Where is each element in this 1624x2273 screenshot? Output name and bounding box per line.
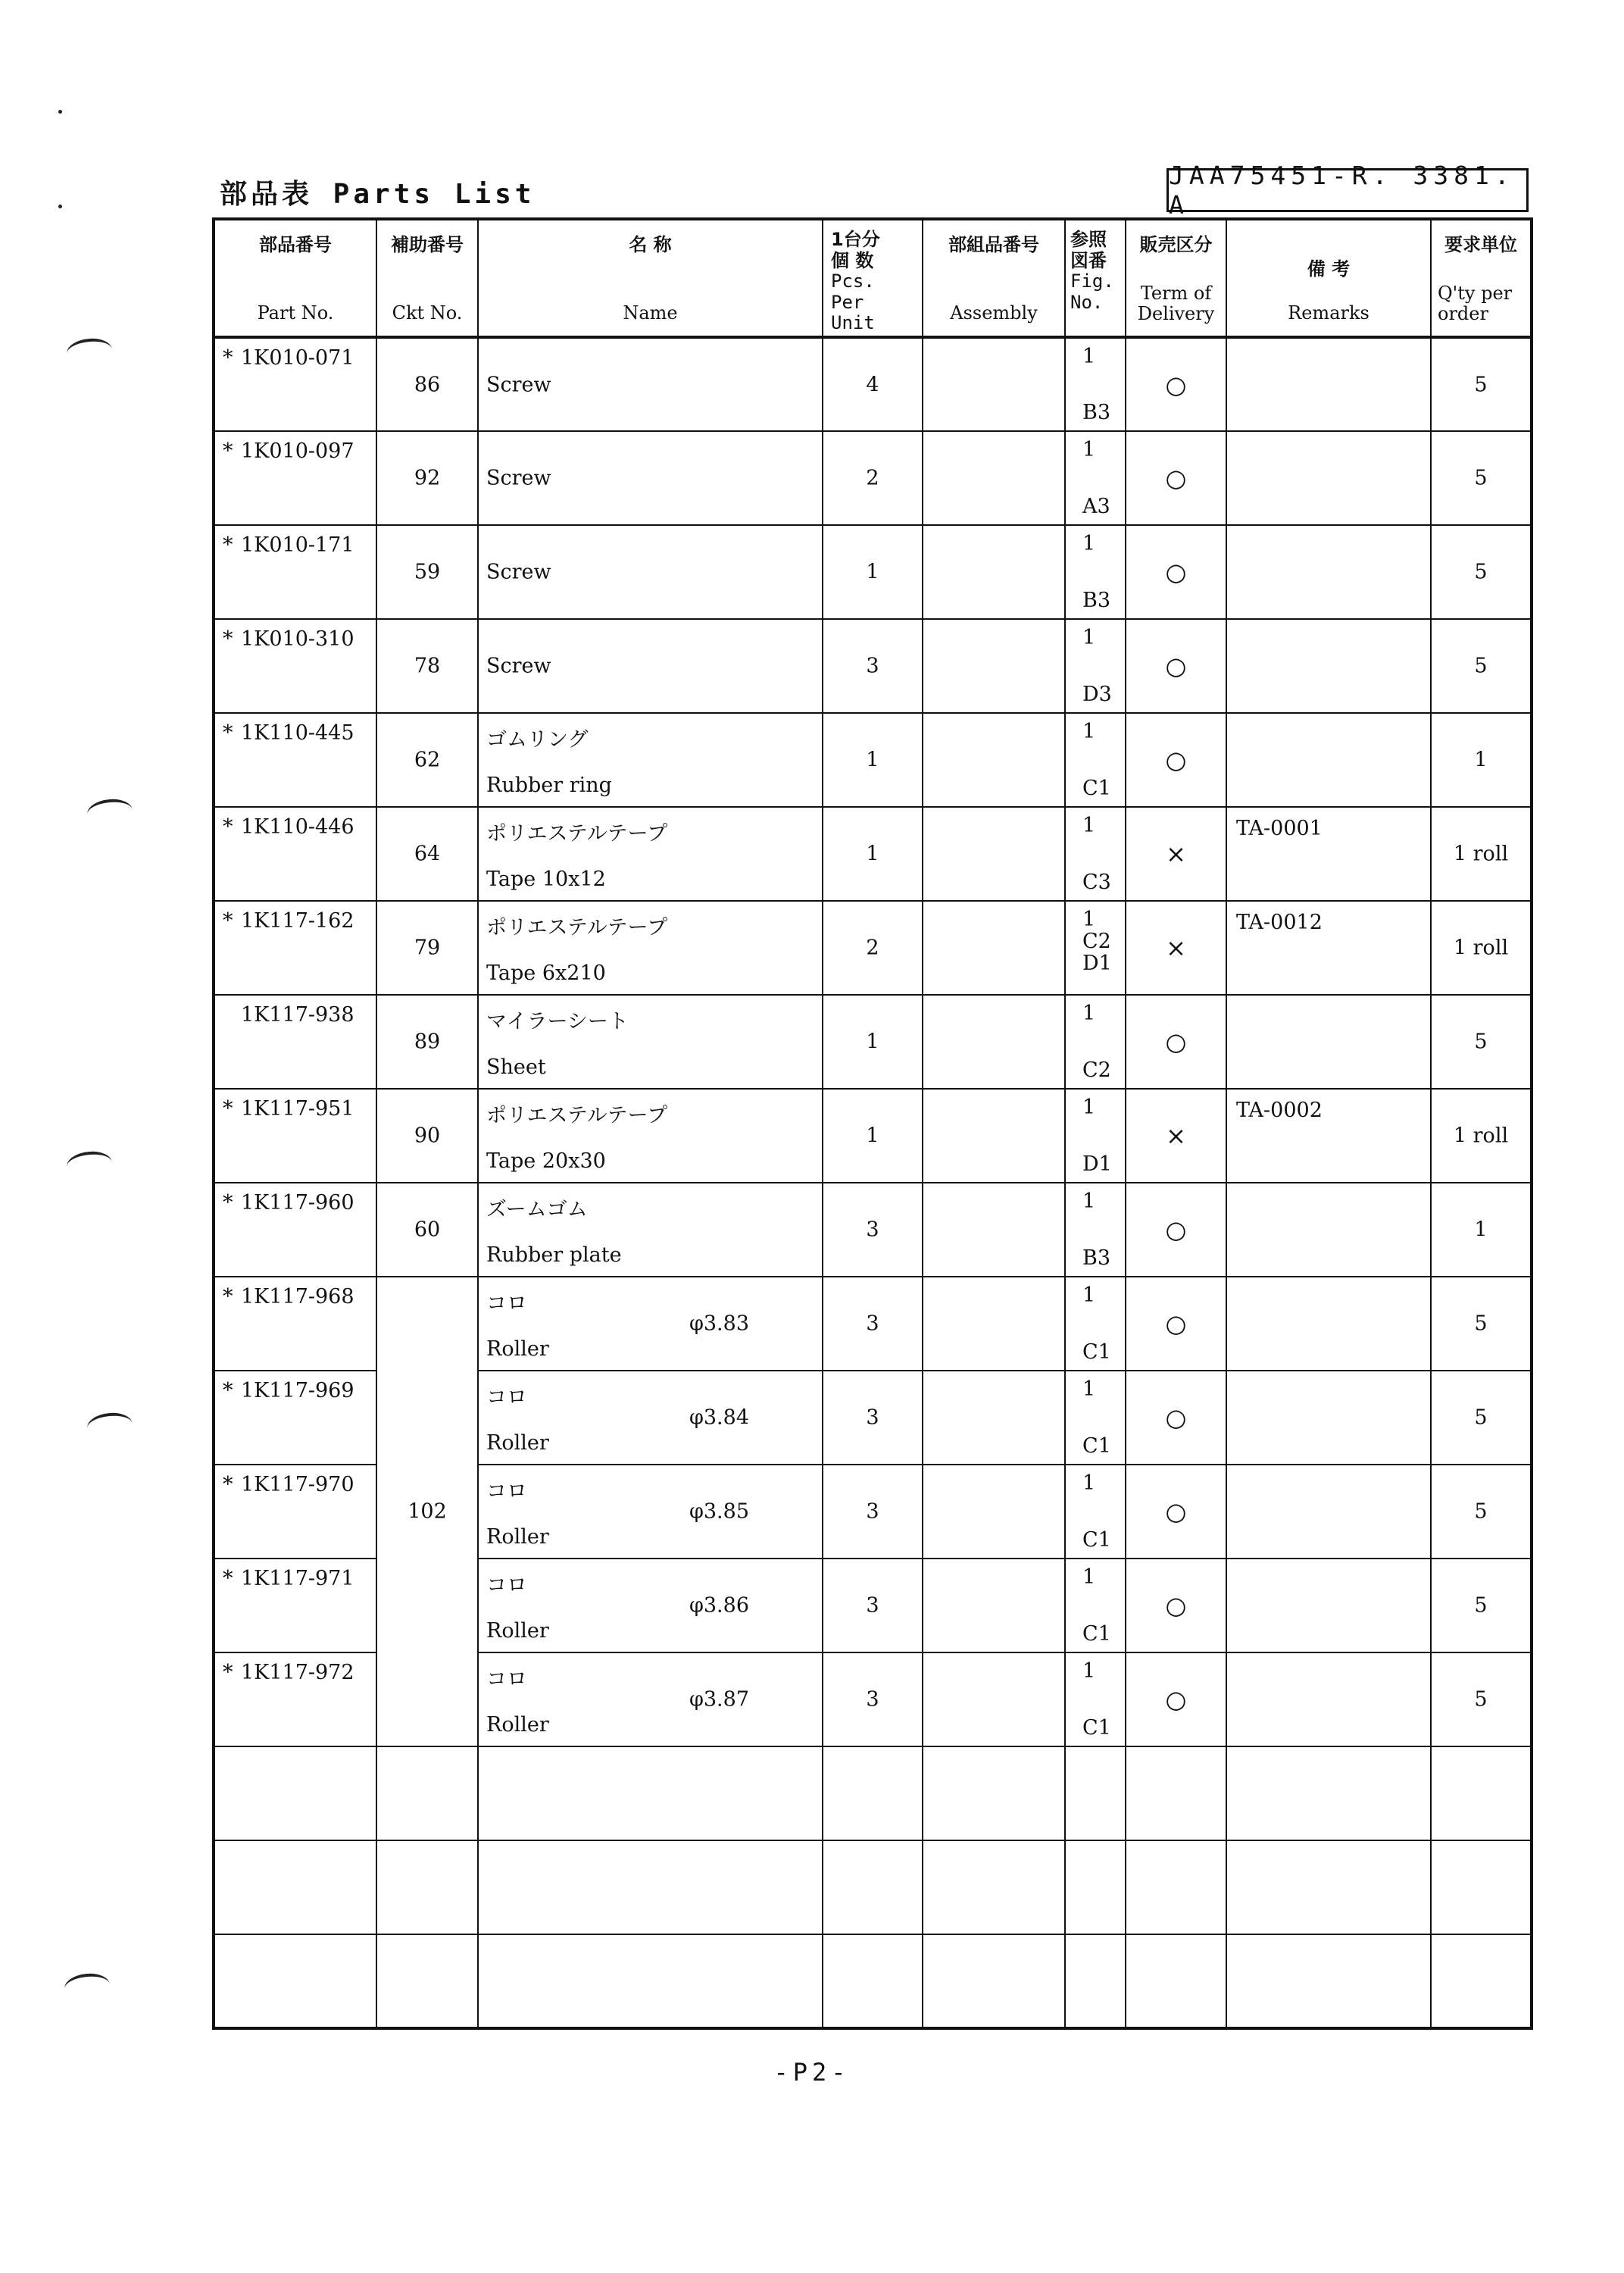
table-row-empty [214, 1746, 1532, 1840]
binding-hole-mark [86, 797, 133, 827]
col-header-qty-per-order: 要求単位 Q'ty per order [1431, 219, 1532, 337]
binding-hole-mark [63, 1971, 111, 2002]
cell-ckt-no: 102 [376, 1277, 478, 1746]
cell-remarks [1226, 1371, 1431, 1465]
cell-part-no: * 1K010-171 [214, 525, 376, 619]
cell-remarks [1226, 337, 1431, 431]
cell-qty: 1 [1431, 713, 1532, 807]
cell-ckt-no: 79 [376, 901, 478, 995]
cell-delivery: ○ [1126, 431, 1226, 525]
cell-delivery: ○ [1126, 337, 1226, 431]
cell-pcs: 1 [823, 807, 923, 901]
cell-part-no: * 1K117-972 [214, 1652, 376, 1746]
cell-qty: 5 [1431, 1465, 1532, 1559]
col-header-remarks: 備 考 Remarks [1226, 219, 1431, 337]
cell-fig-no: 1 B3 [1065, 337, 1126, 431]
cell-pcs: 1 [823, 995, 923, 1089]
cell-pcs: 3 [823, 1559, 923, 1652]
cell-ckt-no: 64 [376, 807, 478, 901]
cell-assembly [923, 1652, 1065, 1746]
cell-delivery: ○ [1126, 995, 1226, 1089]
cell-remarks: TA-0002 [1226, 1089, 1431, 1183]
cell-pcs: 3 [823, 1465, 923, 1559]
cell-pcs: 1 [823, 525, 923, 619]
cell-pcs: 1 [823, 713, 923, 807]
cell-remarks [1226, 525, 1431, 619]
cell-assembly [923, 995, 1065, 1089]
cell-delivery: × [1126, 901, 1226, 995]
col-header-name: 名 称 Name [478, 219, 823, 337]
cell-fig-no: 1 C1 [1065, 1277, 1126, 1371]
page-title: 部品表 Parts List [220, 179, 536, 210]
col-header-part-no: 部品番号 Part No. [214, 219, 376, 337]
table-row-empty [214, 1934, 1532, 2028]
cell-pcs: 3 [823, 1652, 923, 1746]
cell-assembly [923, 1559, 1065, 1652]
table-row [214, 901, 1532, 995]
cell-part-no: * 1K010-310 [214, 619, 376, 713]
cell-fig-no: 1 A3 [1065, 431, 1126, 525]
cell-fig-no: 1 C1 [1065, 1465, 1126, 1559]
cell-delivery: ○ [1126, 1277, 1226, 1371]
cell-remarks: TA-0012 [1226, 901, 1431, 995]
cell-qty: 1 roll [1431, 807, 1532, 901]
table-row [214, 1183, 1532, 1277]
binding-hole-mark [86, 1411, 133, 1441]
cell-pcs: 2 [823, 901, 923, 995]
cell-fig-no: 1 C1 [1065, 1371, 1126, 1465]
cell-qty: 5 [1431, 337, 1532, 431]
table-row [214, 525, 1532, 619]
cell-name: コロ φ3.84 Roller [478, 1371, 823, 1465]
cell-delivery: × [1126, 1089, 1226, 1183]
cell-assembly [923, 1465, 1065, 1559]
cell-assembly [923, 1371, 1065, 1465]
cell-qty: 1 [1431, 1183, 1532, 1277]
margin-dot [58, 205, 62, 208]
cell-assembly [923, 807, 1065, 901]
cell-ckt-no: 78 [376, 619, 478, 713]
cell-remarks [1226, 1183, 1431, 1277]
table-row [214, 619, 1532, 713]
cell-name: ゴムリング Rubber ring [478, 713, 823, 807]
cell-name: ポリエステルテープ Tape 10x12 [478, 807, 823, 901]
cell-qty: 5 [1431, 1652, 1532, 1746]
cell-qty: 1 roll [1431, 1089, 1532, 1183]
cell-part-no: * 1K010-097 [214, 431, 376, 525]
cell-fig-no: 1 C1 [1065, 713, 1126, 807]
cell-remarks [1226, 619, 1431, 713]
cell-part-no: * 1K117-968 [214, 1277, 376, 1371]
cell-delivery: ○ [1126, 1559, 1226, 1652]
cell-fig-no: 1 C3 [1065, 807, 1126, 901]
cell-delivery: ○ [1126, 525, 1226, 619]
col-header-pcs-per-unit: 1台分 個 数 Pcs. Per Unit [823, 219, 923, 337]
cell-ckt-no: 90 [376, 1089, 478, 1183]
cell-assembly [923, 525, 1065, 619]
cell-fig-no: 1 C1 [1065, 1652, 1126, 1746]
cell-part-no: * 1K117-970 [214, 1465, 376, 1559]
page-number: -P2- [773, 2058, 851, 2087]
cell-part-no: * 1K117-971 [214, 1559, 376, 1652]
cell-remarks [1226, 431, 1431, 525]
cell-qty: 5 [1431, 1559, 1532, 1652]
cell-pcs: 3 [823, 619, 923, 713]
cell-ckt-no: 62 [376, 713, 478, 807]
col-header-assembly: 部組品番号 Assembly [923, 219, 1065, 337]
table-row [214, 713, 1532, 807]
cell-qty: 5 [1431, 431, 1532, 525]
cell-part-no: * 1K117-162 [214, 901, 376, 995]
cell-pcs: 1 [823, 1089, 923, 1183]
cell-name: Screw [478, 337, 823, 431]
cell-pcs: 2 [823, 431, 923, 525]
cell-remarks [1226, 1652, 1431, 1746]
cell-assembly [923, 431, 1065, 525]
cell-name: Screw [478, 431, 823, 525]
table-row [214, 337, 1532, 431]
cell-ckt-no: 86 [376, 337, 478, 431]
cell-ckt-no: 60 [376, 1183, 478, 1277]
cell-pcs: 4 [823, 337, 923, 431]
table-row [214, 995, 1532, 1089]
cell-part-no: * 1K110-446 [214, 807, 376, 901]
col-header-delivery: 販売区分 Term of Delivery [1126, 219, 1226, 337]
cell-delivery: ○ [1126, 713, 1226, 807]
cell-fig-no: 1 C2 [1065, 995, 1126, 1089]
cell-pcs: 3 [823, 1371, 923, 1465]
cell-name: Screw [478, 619, 823, 713]
cell-fig-no: 1 B3 [1065, 525, 1126, 619]
cell-part-no: * 1K010-071 [214, 337, 376, 431]
cell-name: コロ φ3.85 Roller [478, 1465, 823, 1559]
cell-fig-no: 1 D3 [1065, 619, 1126, 713]
cell-fig-no: 1 D1 [1065, 1089, 1126, 1183]
cell-assembly [923, 1183, 1065, 1277]
table-row [214, 807, 1532, 901]
table-row [214, 431, 1532, 525]
col-header-fig-no: 参照 図番 Fig. No. [1065, 219, 1126, 337]
cell-assembly [923, 1089, 1065, 1183]
cell-assembly [923, 713, 1065, 807]
document-number: JAA75451-R. 3381. A [1166, 168, 1529, 212]
cell-assembly [923, 337, 1065, 431]
cell-pcs: 3 [823, 1183, 923, 1277]
cell-name: Screw [478, 525, 823, 619]
cell-ckt-no: 89 [376, 995, 478, 1089]
cell-part-no: * 1K110-445 [214, 713, 376, 807]
cell-delivery: ○ [1126, 1183, 1226, 1277]
cell-remarks [1226, 1465, 1431, 1559]
cell-ckt-no: 59 [376, 525, 478, 619]
cell-remarks: TA-0001 [1226, 807, 1431, 901]
cell-name: コロ φ3.83 Roller [478, 1277, 823, 1371]
cell-delivery: × [1126, 807, 1226, 901]
cell-part-no: * 1K117-960 [214, 1183, 376, 1277]
table-header-row [214, 219, 1532, 337]
cell-part-no: * 1K117-951 [214, 1089, 376, 1183]
cell-remarks [1226, 995, 1431, 1089]
cell-delivery: ○ [1126, 1465, 1226, 1559]
cell-qty: 5 [1431, 1371, 1532, 1465]
table-row [214, 1089, 1532, 1183]
cell-name: ポリエステルテープ Tape 20x30 [478, 1089, 823, 1183]
cell-assembly [923, 901, 1065, 995]
cell-delivery: ○ [1126, 1652, 1226, 1746]
parts-list-table [212, 217, 1533, 2030]
cell-assembly [923, 1277, 1065, 1371]
cell-delivery: ○ [1126, 619, 1226, 713]
table-row-empty [214, 1840, 1532, 1934]
cell-qty: 5 [1431, 995, 1532, 1089]
cell-qty: 5 [1431, 525, 1532, 619]
cell-part-no: 1K117-938 [214, 995, 376, 1089]
cell-ckt-no: 92 [376, 431, 478, 525]
cell-fig-no: 1 C2 D1 [1065, 901, 1126, 995]
col-header-ckt-no: 補助番号 Ckt No. [376, 219, 478, 337]
cell-part-no: * 1K117-969 [214, 1371, 376, 1465]
binding-hole-mark [65, 1149, 113, 1180]
cell-qty: 1 roll [1431, 901, 1532, 995]
cell-name: コロ φ3.86 Roller [478, 1559, 823, 1652]
cell-fig-no: 1 C1 [1065, 1559, 1126, 1652]
cell-name: ズームゴム Rubber plate [478, 1183, 823, 1277]
cell-fig-no: 1 B3 [1065, 1183, 1126, 1277]
cell-remarks [1226, 1559, 1431, 1652]
cell-delivery: ○ [1126, 1371, 1226, 1465]
cell-remarks [1226, 713, 1431, 807]
binding-hole-mark [65, 336, 113, 367]
cell-pcs: 3 [823, 1277, 923, 1371]
table-row [214, 1277, 1532, 1371]
cell-name: コロ φ3.87 Roller [478, 1652, 823, 1746]
cell-qty: 5 [1431, 1277, 1532, 1371]
cell-name: ポリエステルテープ Tape 6x210 [478, 901, 823, 995]
cell-qty: 5 [1431, 619, 1532, 713]
margin-dot [58, 110, 62, 114]
cell-name: マイラーシート Sheet [478, 995, 823, 1089]
cell-remarks [1226, 1277, 1431, 1371]
cell-assembly [923, 619, 1065, 713]
